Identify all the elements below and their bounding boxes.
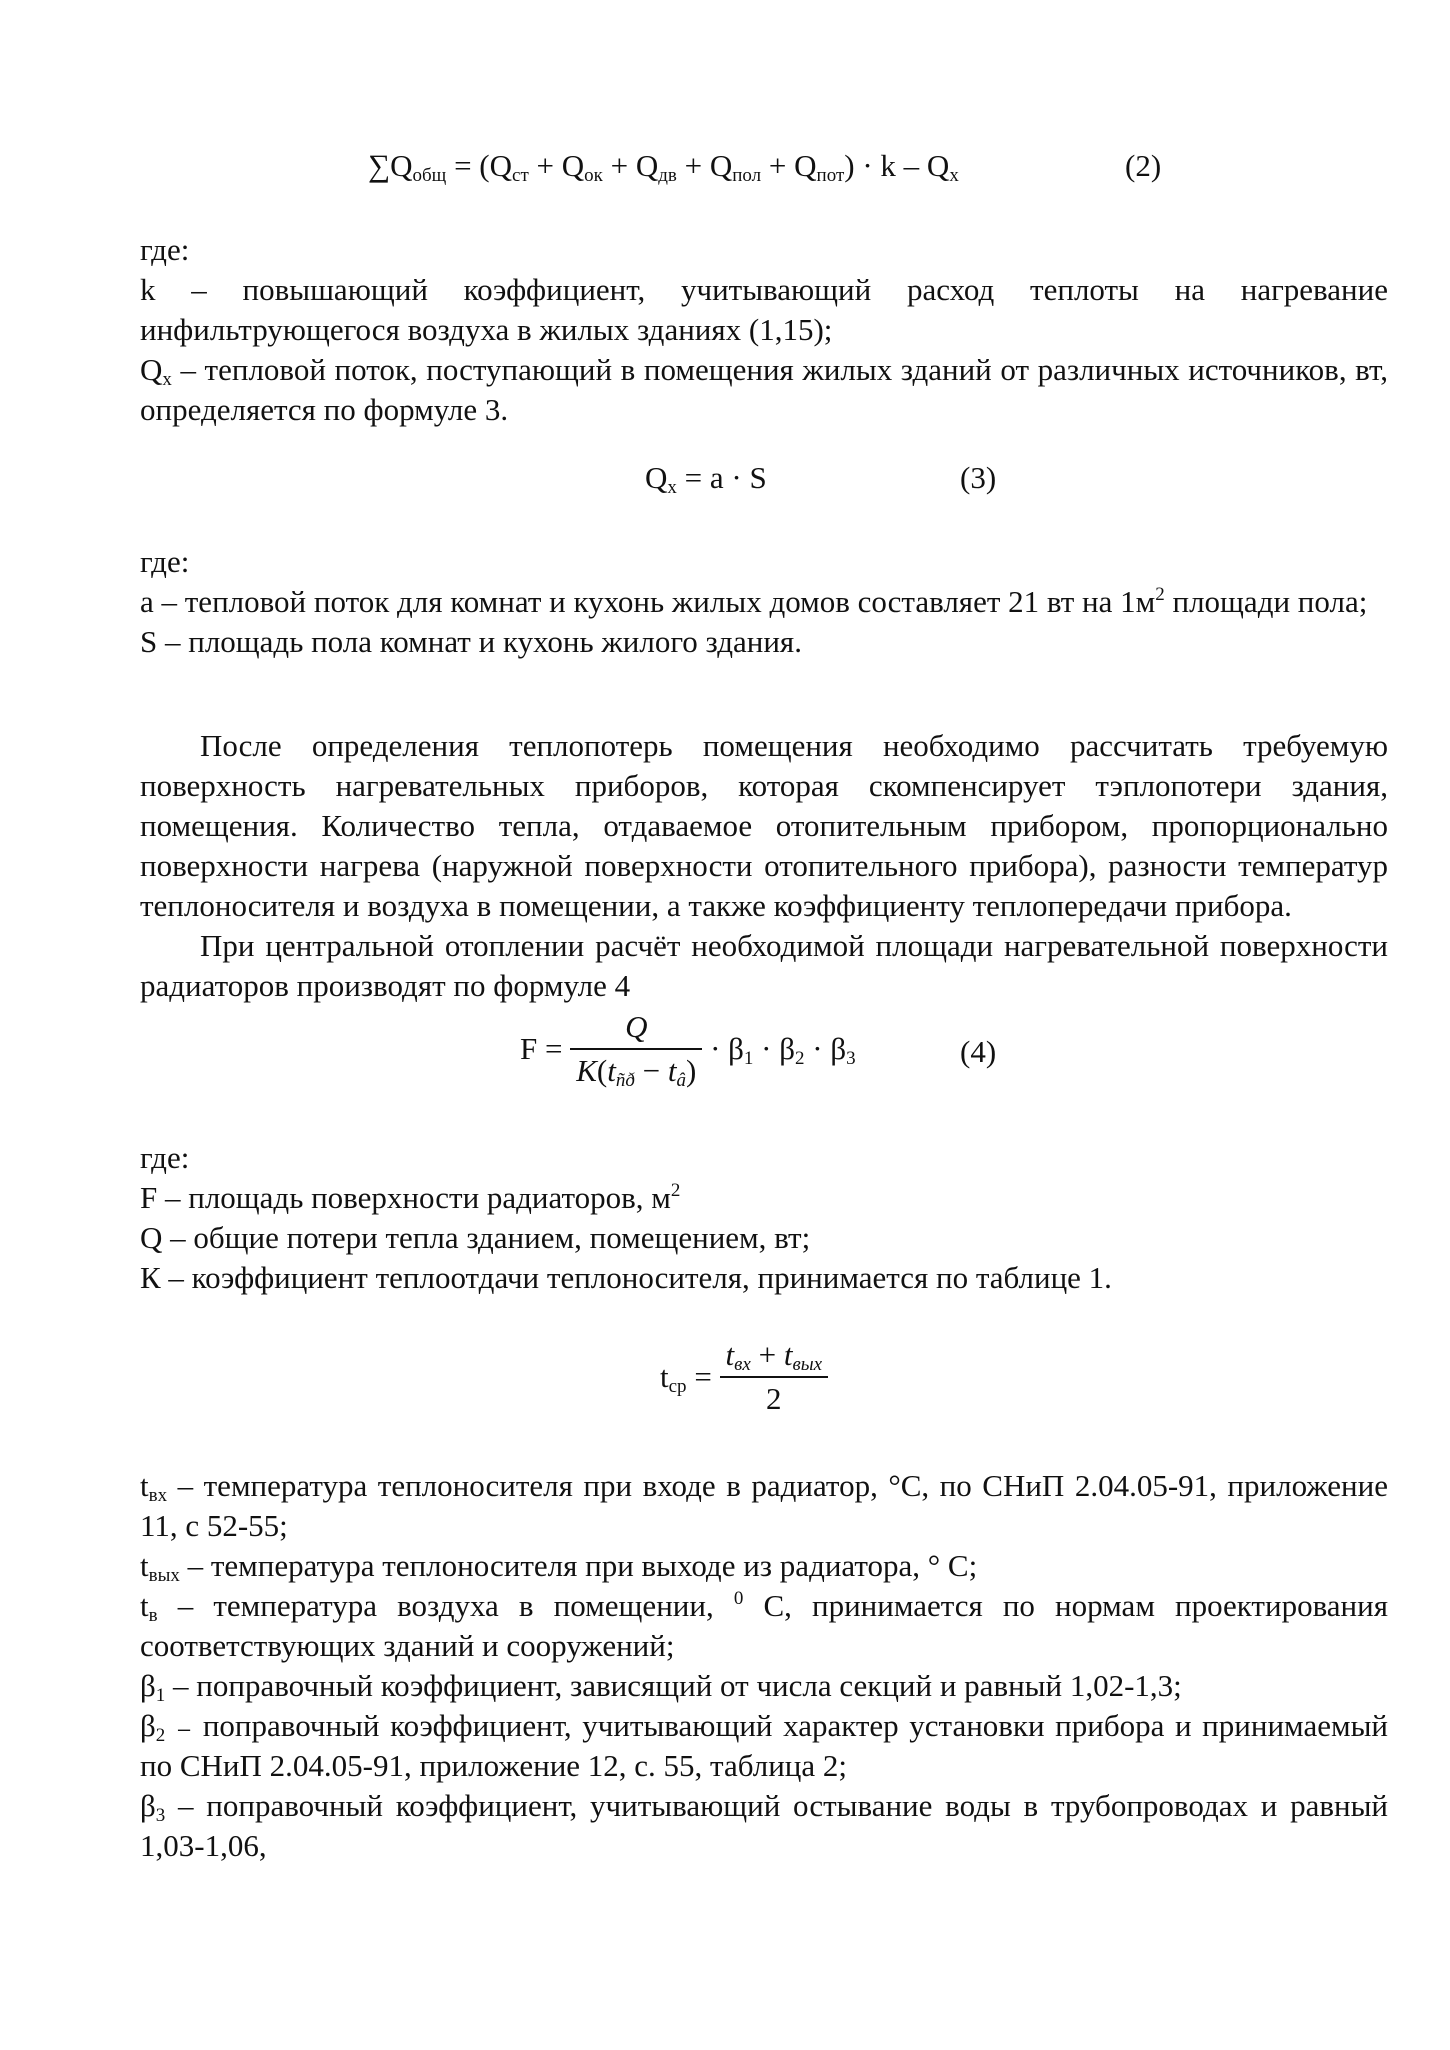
formula-tsr-expression: $t_{ср}$ = $\frac{t_{вх} + t_{вых}}{2}$ (660, 1334, 828, 1420)
s-definition: S – площадь пола комнат и кухонь жилого здания. (140, 624, 802, 659)
qx-definition: $Q_х$ – тепловой поток, поступающий в помещения жилых зданий от различных источников, вт, определяется по формуле 3. (140, 352, 1388, 427)
paragraph-central-heating: При центральной отоплении расчёт необходимой площади нагревательной поверхности радиаторов производят по формуле 4 (140, 928, 1388, 1003)
formula-tsr (140, 1334, 1388, 1430)
formula-4-fraction: $\frac{Q}{K(t_{ñð} - t_â)}$ (570, 1006, 702, 1092)
formula-4-expression: F = $\frac{Q}{K(t_{ñð} - t_â)}$ · $\beta_1 \cdot \beta_2 \cdot \beta_3$ (520, 1006, 856, 1092)
a-definition: а – тепловой поток для комнат и кухонь жилых домов составляет 21 вт на $1м^2$ площади пола; (140, 584, 1368, 619)
tvyh-definition: $t_{вых}$ – температура теплоносителя при выходе из радиатора, ° С; (140, 1548, 978, 1586)
where-label: где: (140, 232, 190, 267)
f-definition: F – площадь поверхности радиаторов, $м^2$ (140, 1180, 681, 1215)
beta3-definition: $\beta_3$ – поправочный коэффициент, учитывающий остывание воды в трубопроводах и равный 1,03-1,06, (140, 1788, 1388, 1863)
tvx-definition: $t_{вх}$ – температура теплоносителя при входе в радиатор, °С, по СНиП 2.04.05-91, приложение 11, с 52-55; (140, 1468, 1388, 1543)
formula-2-expression: $\sum Q_{общ} = (Q_{ст} + Q_{ок} + Q_{дв} + Q_{пол} + Q_{пот}) \cdot k - Q_х$ (368, 148, 959, 186)
formula-3 (140, 450, 1388, 506)
formula-2 (140, 138, 1388, 194)
formula-4-number: (4) (960, 1034, 997, 1069)
where-label: где: (140, 1140, 190, 1175)
q-definition: Q – общие потери тепла зданием, помещением, вт; (140, 1220, 811, 1255)
formula-4 (140, 1006, 1388, 1102)
formula-3-number: (3) (960, 460, 997, 495)
beta2-definition: $\beta_2$ ₋ поправочный коэффициент, учитывающий характер установки прибора и принимаемый по СНиП 2.04.05-91, приложение 12, с. 55, таблица 2; (140, 1708, 1388, 1783)
k-coefficient-definition: К – коэффициент теплоотдачи теплоносителя, принимается по таблице 1. (140, 1260, 1112, 1295)
formula-3-expression: $Q_х = a \cdot S$ (645, 460, 767, 498)
beta1-definition: $\beta_1$ – поправочный коэффициент, зависящий от числа секций и равный 1,02-1,3; (140, 1668, 1182, 1706)
k-definition: k – повышающий коэффициент, учитывающий расход теплоты на нагревание инфильтрующегося воздуха в жилых зданиях (1,15); (140, 272, 1388, 347)
tv-definition: $t_в$ – температура воздуха в помещении, $^0$ С, принимается по нормам проектирования соответствующих зданий и сооружений; (140, 1588, 1388, 1663)
page-content (140, 138, 1388, 1866)
formula-tsr-fraction: $\frac{t_{вх} + t_{вых}}{2}$ (720, 1334, 828, 1420)
paragraph-heat-devices: После определения теплопотерь помещения необходимо рассчитать требуемую поверхность нагревательных приборов, которая скомпенсирует тэплопотери здания, помещения. Количество тепла, отдаваемое отопительным прибором, пропорционально поверхности нагрева (наружной поверхности отопительного прибора), разности температур теплоносителя и воздуха в помещении, а также коэффициенту теплопередачи прибора. (140, 728, 1388, 923)
where-label: где: (140, 544, 190, 579)
formula-2-number: (2) (1125, 148, 1162, 183)
